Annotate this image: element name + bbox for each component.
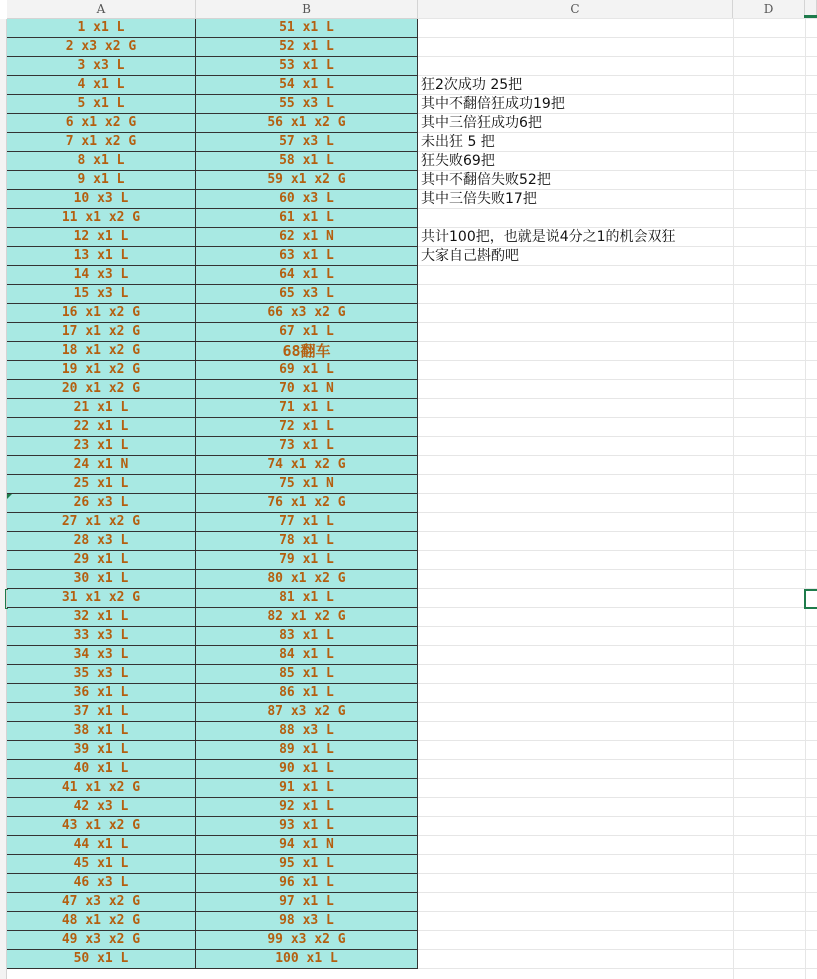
cell-a[interactable]: 37 x1 L xyxy=(7,703,196,722)
cell-a[interactable]: 20 x1 x2 G xyxy=(7,380,196,399)
cell-a[interactable]: 28 x3 L xyxy=(7,532,196,551)
cell-b[interactable]: 95 x1 L xyxy=(196,855,418,874)
note-cell[interactable]: 其中不翻倍狂成功19把 xyxy=(421,96,565,112)
gridline xyxy=(418,816,817,817)
cell-a[interactable]: 7 x1 x2 G xyxy=(7,133,196,152)
cell-a[interactable]: 38 x1 L xyxy=(7,722,196,741)
cell-b[interactable]: 85 x1 L xyxy=(196,665,418,684)
gridline xyxy=(418,740,817,741)
gridline xyxy=(418,284,817,285)
cell-b[interactable]: 69 x1 L xyxy=(196,361,418,380)
cell-b[interactable]: 64 x1 L xyxy=(196,266,418,285)
cell-b[interactable]: 83 x1 L xyxy=(196,627,418,646)
gridline xyxy=(418,645,817,646)
cell-a[interactable]: 2 x3 x2 G xyxy=(7,38,196,57)
cell-a[interactable]: 42 x3 L xyxy=(7,798,196,817)
cell-b[interactable]: 99 x3 x2 G xyxy=(196,931,418,950)
cell-a[interactable]: 15 x3 L xyxy=(7,285,196,304)
gridline xyxy=(418,379,817,380)
cell-b[interactable]: 70 x1 N xyxy=(196,380,418,399)
cell-b[interactable]: 54 x1 L xyxy=(196,76,418,95)
cell-a[interactable]: 19 x1 x2 G xyxy=(7,361,196,380)
gridline xyxy=(418,911,817,912)
note-cell[interactable]: 其中三倍失败17把 xyxy=(421,191,537,207)
note-cell[interactable]: 其中不翻倍失败52把 xyxy=(421,172,551,188)
cell-a[interactable]: 30 x1 L xyxy=(7,570,196,589)
note-cell[interactable]: 狂失败69把 xyxy=(421,153,495,169)
gridline xyxy=(418,664,817,665)
gridline xyxy=(418,322,817,323)
gridline xyxy=(418,949,817,950)
gridline xyxy=(418,835,817,836)
cell-a[interactable]: 31 x1 x2 G xyxy=(7,589,196,608)
cell-b[interactable]: 68翻车 xyxy=(196,342,418,361)
gridline xyxy=(418,797,817,798)
cell-b[interactable]: 58 x1 L xyxy=(196,152,418,171)
gridline xyxy=(733,19,734,979)
cell-a[interactable]: 23 x1 L xyxy=(7,437,196,456)
cell-b[interactable]: 92 x1 L xyxy=(196,798,418,817)
cell-a[interactable]: 47 x3 x2 G xyxy=(7,893,196,912)
cell-a[interactable]: 46 x3 L xyxy=(7,874,196,893)
cell-b[interactable]: 78 x1 L xyxy=(196,532,418,551)
cell-b[interactable]: 73 x1 L xyxy=(196,437,418,456)
gridline xyxy=(418,607,817,608)
gridline xyxy=(418,474,817,475)
cell-a[interactable]: 32 x1 L xyxy=(7,608,196,627)
cell-b[interactable]: 72 x1 L xyxy=(196,418,418,437)
cell-b[interactable]: 81 x1 L xyxy=(196,589,418,608)
cell-a[interactable]: 49 x3 x2 G xyxy=(7,931,196,950)
active-cell-selection[interactable] xyxy=(804,589,817,609)
gridline xyxy=(418,702,817,703)
gridline xyxy=(418,398,817,399)
gridline xyxy=(418,303,817,304)
gridline xyxy=(418,968,817,969)
cell-b[interactable]: 62 x1 N xyxy=(196,228,418,247)
cell-a[interactable]: 27 x1 x2 G xyxy=(7,513,196,532)
cell-b[interactable]: 93 x1 L xyxy=(196,817,418,836)
note-cell[interactable]: 大家自己斟酌吧 xyxy=(421,248,519,264)
gridline xyxy=(418,854,817,855)
gridline xyxy=(418,550,817,551)
cell-b[interactable]: 86 x1 L xyxy=(196,684,418,703)
cell-a[interactable]: 34 x3 L xyxy=(7,646,196,665)
gridline xyxy=(418,531,817,532)
cell-a[interactable]: 29 x1 L xyxy=(7,551,196,570)
cell-a[interactable]: 18 x1 x2 G xyxy=(7,342,196,361)
cell-b[interactable]: 79 x1 L xyxy=(196,551,418,570)
cell-error-marker xyxy=(7,494,12,499)
cell-a[interactable]: 35 x3 L xyxy=(7,665,196,684)
gridline xyxy=(418,18,817,19)
gridline xyxy=(418,683,817,684)
cell-a[interactable]: 10 x3 L xyxy=(7,190,196,209)
cell-b[interactable]: 97 x1 L xyxy=(196,893,418,912)
gridline xyxy=(418,56,817,57)
gridline xyxy=(418,873,817,874)
gridline xyxy=(418,417,817,418)
row-selection-marker xyxy=(5,589,8,609)
gridline xyxy=(418,721,817,722)
cell-a[interactable]: 45 x1 L xyxy=(7,855,196,874)
cell-b[interactable]: 90 x1 L xyxy=(196,760,418,779)
cell-b[interactable]: 75 x1 N xyxy=(196,475,418,494)
note-cell[interactable]: 共计100把，也就是说4分之1的机会双狂 xyxy=(421,229,676,245)
cell-b[interactable]: 65 x3 L xyxy=(196,285,418,304)
cell-b[interactable]: 63 x1 L xyxy=(196,247,418,266)
cell-a[interactable]: 24 x1 N xyxy=(7,456,196,475)
gridline xyxy=(418,892,817,893)
cell-b[interactable]: 52 x1 L xyxy=(196,38,418,57)
cell-a[interactable]: 14 x3 L xyxy=(7,266,196,285)
cell-a[interactable]: 9 x1 L xyxy=(7,171,196,190)
cell-a[interactable]: 39 x1 L xyxy=(7,741,196,760)
gridline xyxy=(418,436,817,437)
cell-a[interactable]: 13 x1 L xyxy=(7,247,196,266)
cell-b[interactable]: 51 x1 L xyxy=(196,19,418,38)
cell-b[interactable]: 66 x3 x2 G xyxy=(196,304,418,323)
cell-b[interactable]: 57 x3 L xyxy=(196,133,418,152)
cell-b[interactable]: 67 x1 L xyxy=(196,323,418,342)
cell-b[interactable]: 91 x1 L xyxy=(196,779,418,798)
gridline xyxy=(418,512,817,513)
cell-a[interactable]: 17 x1 x2 G xyxy=(7,323,196,342)
gridline xyxy=(418,759,817,760)
cell-b[interactable]: 55 x3 L xyxy=(196,95,418,114)
gridline xyxy=(418,360,817,361)
cell-b[interactable]: 77 x1 L xyxy=(196,513,418,532)
cell-b[interactable]: 61 x1 L xyxy=(196,209,418,228)
cell-b[interactable]: 60 x3 L xyxy=(196,190,418,209)
cell-b[interactable]: 74 x1 x2 G xyxy=(196,456,418,475)
cell-a[interactable]: 40 x1 L xyxy=(7,760,196,779)
cell-a[interactable]: 8 x1 L xyxy=(7,152,196,171)
cell-a[interactable]: 36 x1 L xyxy=(7,684,196,703)
cell-a[interactable]: 22 x1 L xyxy=(7,418,196,437)
cell-b[interactable]: 80 x1 x2 G xyxy=(196,570,418,589)
note-cell[interactable]: 未出狂 5 把 xyxy=(421,134,495,150)
column-header-C[interactable]: C xyxy=(418,0,733,19)
cell-b[interactable]: 89 x1 L xyxy=(196,741,418,760)
cell-a[interactable]: 1 x1 L xyxy=(7,19,196,38)
cell-a[interactable]: 21 x1 L xyxy=(7,399,196,418)
cell-a[interactable]: 12 x1 L xyxy=(7,228,196,247)
gridline xyxy=(418,493,817,494)
cell-a[interactable]: 6 x1 x2 G xyxy=(7,114,196,133)
cell-b[interactable]: 59 x1 x2 G xyxy=(196,171,418,190)
cell-b[interactable]: 87 x3 x2 G xyxy=(196,703,418,722)
cell-b[interactable]: 94 x1 N xyxy=(196,836,418,855)
gridline xyxy=(418,778,817,779)
cell-a[interactable]: 33 x3 L xyxy=(7,627,196,646)
row-header-strip[interactable] xyxy=(0,19,7,979)
cell-a[interactable]: 3 x3 L xyxy=(7,57,196,76)
cell-b[interactable]: 88 x3 L xyxy=(196,722,418,741)
cell-b[interactable]: 84 x1 L xyxy=(196,646,418,665)
cell-a[interactable]: 5 x1 L xyxy=(7,95,196,114)
cell-b[interactable]: 56 x1 x2 G xyxy=(196,114,418,133)
gridline xyxy=(418,455,817,456)
cell-a[interactable]: 41 x1 x2 G xyxy=(7,779,196,798)
gridline xyxy=(805,19,806,979)
cell-a[interactable]: 25 x1 L xyxy=(7,475,196,494)
cell-b[interactable]: 98 x3 L xyxy=(196,912,418,931)
gridline xyxy=(418,626,817,627)
cell-a[interactable]: 4 x1 L xyxy=(7,76,196,95)
gridline xyxy=(418,341,817,342)
gridline xyxy=(418,588,817,589)
cell-a[interactable]: 50 x1 L xyxy=(7,950,196,969)
cell-a[interactable]: 44 x1 L xyxy=(7,836,196,855)
note-cell[interactable]: 其中三倍狂成功6把 xyxy=(421,115,542,131)
cell-a[interactable]: 48 x1 x2 G xyxy=(7,912,196,931)
cell-b[interactable]: 76 x1 x2 G xyxy=(196,494,418,513)
cell-b[interactable]: 100 x1 L xyxy=(196,950,418,969)
column-header-D[interactable]: D xyxy=(733,0,805,19)
gridline xyxy=(418,37,817,38)
cell-b[interactable]: 96 x1 L xyxy=(196,874,418,893)
gridline xyxy=(418,569,817,570)
cell-b[interactable]: 71 x1 L xyxy=(196,399,418,418)
cell-a[interactable]: 11 x1 x2 G xyxy=(7,209,196,228)
note-cell[interactable]: 狂2次成功 25把 xyxy=(421,77,523,93)
cell-a[interactable]: 26 x3 L xyxy=(7,494,196,513)
column-header-A[interactable]: A xyxy=(7,0,196,19)
gridline xyxy=(418,930,817,931)
cell-a[interactable]: 43 x1 x2 G xyxy=(7,817,196,836)
cell-b[interactable]: 53 x1 L xyxy=(196,57,418,76)
cell-b[interactable]: 82 x1 x2 G xyxy=(196,608,418,627)
cell-a[interactable]: 16 x1 x2 G xyxy=(7,304,196,323)
column-header-B[interactable]: B xyxy=(196,0,418,19)
